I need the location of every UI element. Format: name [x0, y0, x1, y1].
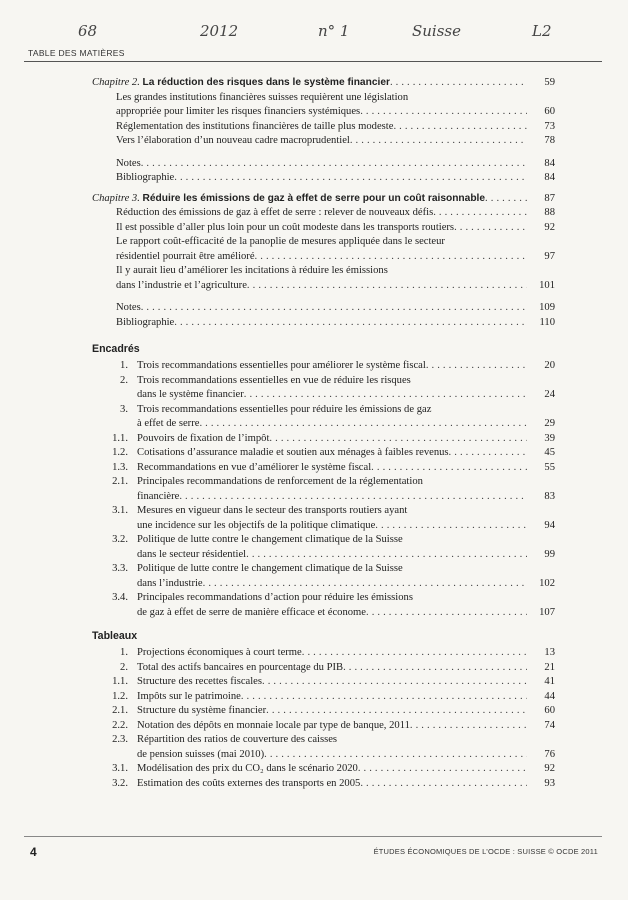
spacer	[0, 330, 628, 336]
toc-entry-line[interactable]: Il y aurait lieu d’améliorer les incitations à réduire les émissions	[116, 265, 388, 276]
list-item[interactable]	[0, 606, 555, 621]
list-item[interactable]	[0, 490, 555, 505]
item-number: 1.	[120, 360, 128, 371]
page-ref: 88	[544, 207, 555, 218]
notes-entry[interactable]	[0, 301, 555, 316]
item-text: Principales recommandations de renforcement de la réglementation	[137, 476, 423, 487]
page-ref: 44	[544, 690, 555, 702]
footer-rule	[24, 836, 602, 837]
page-ref: 92	[544, 221, 555, 233]
item-text: Répartition des ratios de couverture des caisses	[137, 734, 338, 745]
list-item-line[interactable]	[0, 591, 628, 606]
list-item[interactable]	[0, 777, 555, 792]
list-item[interactable]	[0, 519, 555, 534]
item-label	[92, 675, 262, 690]
item-number: 1.1.	[112, 432, 128, 444]
toc-entry[interactable]	[0, 279, 555, 294]
item-number: 3.1.	[112, 505, 128, 516]
page-ref: 21	[544, 661, 555, 673]
page-number: 4	[30, 845, 37, 859]
page-ref: 39	[544, 432, 555, 444]
list-item[interactable]	[0, 704, 555, 719]
dot-leader	[247, 279, 527, 294]
dot-leader	[454, 221, 527, 236]
list-item[interactable]	[0, 548, 555, 563]
dot-leader	[174, 316, 527, 331]
item-text: Estimation des coûts externes des transports en 2005	[137, 777, 361, 789]
toc-entry[interactable]	[0, 206, 555, 221]
bibliography-label: Bibliographie	[116, 316, 175, 328]
page-ref: 110	[539, 316, 555, 328]
item-label	[92, 762, 358, 777]
dot-leader	[360, 105, 527, 120]
page-ref: 84	[544, 157, 555, 169]
tableaux-title: Tableaux	[92, 630, 138, 642]
item-number: 1.1.	[112, 676, 128, 687]
list-item[interactable]	[0, 417, 555, 432]
dot-leader	[264, 748, 527, 763]
chapter-heading-text	[92, 76, 390, 91]
toc-entry[interactable]	[0, 221, 555, 236]
dot-leader	[255, 250, 527, 265]
item-text: Trois recommandations essentielles en vue de réduire les risques	[137, 374, 411, 386]
encadres-title: Encadrés	[92, 343, 140, 355]
toc-entry-text: dans l’industrie et l’agriculture	[116, 279, 247, 291]
page-ref: 55	[544, 461, 555, 473]
item-number: 2.2.	[112, 719, 128, 731]
chapter-title: Réduire les émissions de gaz à effet de serre pour un coût raisonnable	[142, 192, 486, 204]
notes-entry[interactable]	[0, 157, 555, 172]
list-item[interactable]	[0, 675, 555, 690]
list-item[interactable]	[0, 388, 555, 403]
toc-entry-line[interactable]: Les grandes institutions financières suisses requièrent une législation	[116, 91, 409, 103]
table-of-contents	[0, 76, 628, 791]
list-item[interactable]	[0, 762, 555, 777]
item-number: 3.4.	[112, 592, 128, 603]
page-ref: 87	[544, 192, 555, 204]
page-ref: 60	[544, 705, 555, 716]
item-text: de pension suisses (mai 2010)	[137, 748, 265, 760]
dot-leader	[390, 76, 527, 91]
handwritten-note: L2	[532, 22, 552, 40]
page-ref: 97	[544, 250, 555, 262]
list-item-line[interactable]	[0, 733, 628, 748]
handwritten-note: 2012	[200, 22, 239, 40]
chapter-label: Chapitre 3.	[92, 192, 140, 204]
list-item[interactable]	[0, 446, 555, 461]
header-rule	[24, 61, 602, 62]
item-text: Mesures en vigueur dans le secteur des transports routiers ayant	[137, 505, 408, 516]
item-number: 2.	[120, 661, 128, 673]
item-text: Projections économiques à court terme	[137, 647, 302, 658]
item-number: 2.3.	[112, 734, 128, 745]
dot-leader	[244, 388, 527, 403]
page-ref: 109	[539, 302, 555, 313]
list-item-line[interactable]	[0, 504, 628, 519]
page-ref: 93	[544, 777, 555, 789]
list-item[interactable]	[0, 432, 555, 447]
page-ref: 84	[544, 172, 555, 183]
item-label	[92, 646, 302, 661]
item-text: une incidence sur les objectifs de la politique climatique	[137, 519, 376, 531]
page-ref: 94	[544, 519, 555, 531]
dot-leader	[433, 206, 527, 221]
notes-label: Notes	[116, 157, 141, 169]
item-text: de gaz à effet de serre de manière efficace et économe	[137, 606, 366, 618]
page-ref: 73	[544, 120, 555, 132]
page-ref: 13	[544, 647, 555, 658]
list-item-line[interactable]	[0, 374, 628, 389]
dot-leader	[350, 134, 527, 149]
item-text: Trois recommandations essentielles pour améliorer le système fiscal	[137, 360, 426, 371]
item-text: Modélisation des prix du CO₂ dans le scénario 2020	[137, 763, 358, 774]
item-text: Structure des recettes fiscales	[137, 676, 263, 687]
chapter-title: La réduction des risques dans le système financier	[142, 77, 390, 88]
toc-entry-text: Vers l’élaboration d’un nouveau cadre macroprudentiel	[116, 135, 350, 146]
page-ref: 92	[544, 763, 555, 774]
item-number: 2.	[120, 374, 128, 386]
page-ref: 102	[539, 577, 555, 589]
item-number: 3.2.	[112, 777, 128, 789]
bibliography-entry[interactable]	[0, 171, 555, 186]
page-ref: 78	[544, 135, 555, 146]
page-ref: 101	[539, 279, 555, 291]
toc-entry-text: Réduction des émissions de gaz à effet de serre : relever de nouveaux défis	[116, 207, 434, 218]
dot-leader	[410, 719, 527, 734]
dot-leader	[302, 646, 527, 661]
item-text: Impôts sur le patrimoine	[137, 690, 241, 702]
item-text: Politique de lutte contre le changement climatique de la Suisse	[137, 563, 403, 574]
item-text: dans le secteur résidentiel	[137, 548, 247, 560]
list-item[interactable]	[0, 461, 555, 476]
item-text: Politique de lutte contre le changement climatique de la Suisse	[137, 534, 403, 545]
page-ref: 59	[544, 77, 555, 88]
item-number: 1.2.	[112, 447, 128, 458]
page-ref: 29	[544, 418, 555, 429]
item-number: 1.3.	[112, 461, 128, 473]
page-ref: 41	[544, 676, 555, 687]
item-number: 1.	[120, 647, 128, 658]
dot-leader	[174, 171, 527, 186]
dot-leader	[141, 157, 527, 172]
list-item[interactable]	[0, 690, 555, 705]
page-ref: 99	[544, 548, 555, 560]
item-text: Recommandations en vue d’améliorer le système fiscal	[137, 461, 372, 473]
dot-leader	[203, 577, 527, 592]
page-ref: 76	[544, 748, 555, 760]
item-number: 3.2.	[112, 534, 128, 545]
handwritten-note: n° 1	[318, 22, 350, 40]
item-number: 3.1.	[112, 763, 128, 774]
footer-text: ÉTUDES ÉCONOMIQUES DE L’OCDE : SUISSE © OCDE 2011	[373, 847, 598, 856]
dot-leader	[371, 461, 527, 476]
toc-entry[interactable]	[0, 105, 555, 120]
dot-leader	[262, 675, 527, 690]
page-ref: 83	[544, 490, 555, 502]
item-text: financière	[137, 490, 180, 502]
item-number: 3.	[120, 403, 128, 415]
list-item[interactable]	[0, 359, 555, 374]
item-text: Structure du système financier	[137, 705, 267, 716]
list-item-line[interactable]	[0, 475, 628, 490]
bibliography-entry[interactable]	[0, 316, 555, 331]
item-label	[92, 359, 426, 374]
toc-entry[interactable]	[0, 134, 555, 149]
dot-leader	[241, 690, 527, 705]
item-text: dans le système financier	[137, 389, 244, 400]
list-item[interactable]	[0, 577, 555, 592]
handwritten-note: Suisse	[412, 22, 462, 40]
toc-entry[interactable]	[0, 250, 555, 265]
toc-entry-text: Réglementation des institutions financières de taille plus modeste	[116, 120, 394, 132]
toc-entry-text: Il est possible d’aller plus loin pour un coût modeste dans les transports routiers	[116, 221, 455, 233]
dot-leader	[358, 762, 527, 777]
chapter-heading[interactable]	[0, 76, 555, 91]
notes-label: Notes	[116, 302, 141, 313]
item-label	[92, 432, 269, 447]
dot-leader	[179, 490, 527, 505]
list-item-line[interactable]	[0, 533, 628, 548]
toc-entry-text: appropriée pour limiter les risques financiers systémiques	[116, 106, 361, 117]
dot-leader	[449, 446, 527, 461]
page-ref: 24	[544, 389, 555, 400]
item-text: Pouvoirs de fixation de l’impôt	[137, 432, 270, 444]
item-text: Cotisations d’assurance maladie et soutien aux ménages à faibles revenus	[137, 447, 449, 458]
list-item-line[interactable]	[0, 403, 628, 418]
page-ref: 107	[539, 606, 555, 618]
item-label	[92, 777, 360, 792]
dot-leader	[266, 704, 527, 719]
item-text: Trois recommandations essentielles pour réduire les émissions de gaz	[137, 403, 432, 415]
item-number: 3.3.	[112, 563, 128, 574]
bibliography-label: Bibliographie	[116, 172, 175, 183]
item-label	[92, 690, 241, 705]
dot-leader	[485, 192, 527, 207]
item-label	[92, 461, 371, 476]
dot-leader	[343, 661, 527, 676]
dot-leader	[246, 548, 527, 563]
item-label	[92, 446, 449, 461]
dot-leader	[426, 359, 527, 374]
toc-entry-line[interactable]: Le rapport coût-efficacité de la panoplie de mesures appliquée dans le secteur	[116, 236, 445, 247]
list-item-line[interactable]	[0, 562, 628, 577]
item-text: à effet de serre	[137, 418, 200, 429]
running-head: TABLE DES MATIÈRES	[28, 48, 125, 58]
chapter-heading-text	[92, 192, 485, 207]
item-label	[92, 661, 343, 676]
dot-leader	[375, 519, 527, 534]
list-item[interactable]	[0, 719, 555, 734]
page-ref: 45	[544, 447, 555, 458]
list-item[interactable]	[0, 661, 555, 676]
dot-leader	[393, 120, 527, 135]
spacer	[0, 620, 628, 623]
dot-leader	[366, 606, 527, 621]
item-label	[92, 719, 410, 734]
dot-leader	[269, 432, 527, 447]
list-item[interactable]	[0, 646, 555, 661]
dot-leader	[141, 301, 527, 316]
item-label	[92, 704, 266, 719]
page-ref: 74	[544, 719, 555, 731]
page-ref: 60	[544, 106, 555, 117]
item-number: 2.1.	[112, 705, 128, 716]
toc-entry[interactable]	[0, 120, 555, 135]
dot-leader	[360, 777, 527, 792]
dot-leader	[199, 417, 527, 432]
chapter-label: Chapitre 2.	[92, 77, 140, 88]
item-text: Total des actifs bancaires en pourcentage du PIB	[137, 661, 344, 673]
spacer	[0, 293, 628, 301]
page-ref: 20	[544, 360, 555, 371]
item-number: 1.2.	[112, 690, 128, 702]
toc-entry-text: résidentiel pourrait être amélioré	[116, 250, 255, 262]
item-text: dans l’industrie	[137, 577, 203, 589]
handwritten-note: 68	[78, 22, 98, 40]
item-text: Principales recommandations d’action pour réduire les émissions	[137, 592, 413, 603]
item-number: 2.1.	[112, 476, 128, 487]
handwritten-annotations	[0, 22, 628, 44]
spacer	[0, 149, 628, 157]
item-text: Notation des dépôts en monnaie locale par type de banque, 2011	[137, 719, 410, 731]
list-item[interactable]	[0, 748, 555, 763]
chapter-heading[interactable]	[0, 192, 555, 207]
